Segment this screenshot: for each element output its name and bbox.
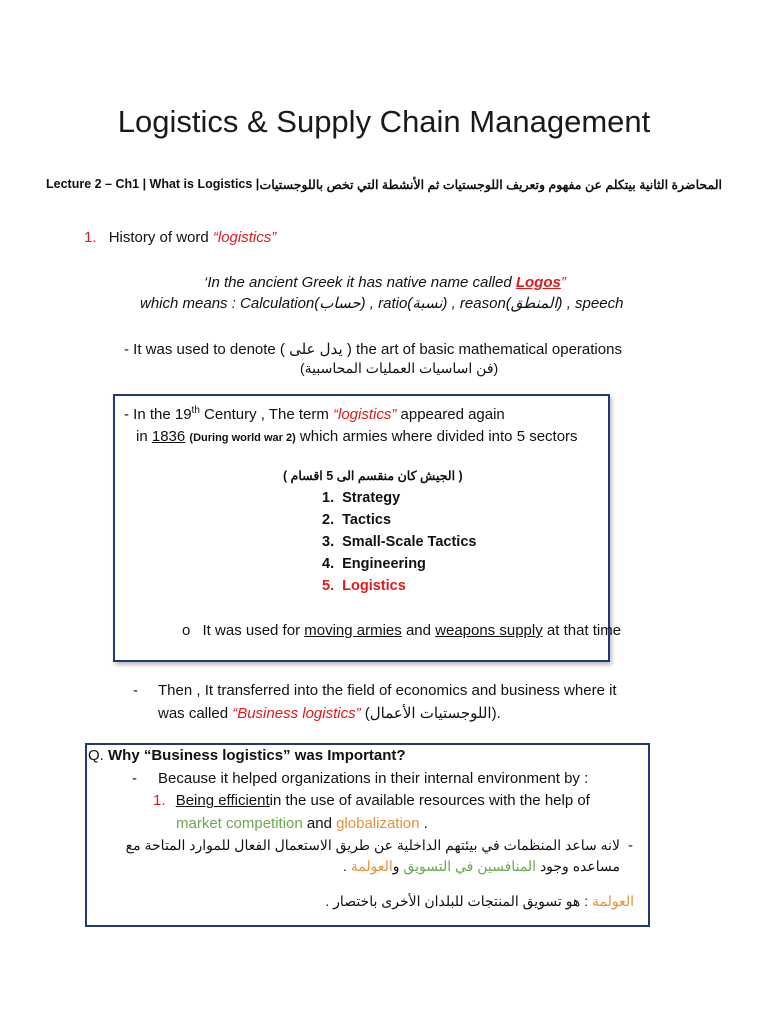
century-mid: Century , The term	[199, 406, 329, 423]
bullet-marker: o	[182, 622, 191, 639]
section-history-heading	[84, 229, 276, 246]
list-item	[322, 490, 400, 506]
sectors-arabic: ( الجيش كان منقسم الى 5 اقسام )	[283, 469, 463, 483]
arabic-line-1: لانه ساعد المنظمات في بيئتهم الداخلية عن طريق الاستعمال الفعال للموارد المتاحة مع	[125, 837, 620, 853]
definition-text: : هو تسويق المنتجات للبلدان الأخرى باختصار .	[325, 893, 589, 909]
arabic-line-2	[343, 858, 620, 875]
list-text: Small-Scale Tactics	[342, 534, 477, 550]
end-dot: .	[423, 815, 428, 832]
efficient-underlined: Being efficient	[175, 792, 270, 809]
page-title: Logistics & Supply Chain Management	[117, 104, 651, 139]
armies-post: at that time	[546, 622, 622, 639]
greek-text: ‘In the ancient Greek it has native name called	[204, 274, 512, 291]
century-sup: th	[191, 405, 200, 416]
question-text: Why “Business logistics” was Important?	[108, 747, 406, 764]
list-number: 1.	[322, 490, 335, 506]
year-line	[136, 428, 578, 445]
logos-word: Logos	[515, 274, 561, 291]
weapons-underlined: weapons supply	[435, 622, 543, 639]
globalization: globalization	[336, 815, 420, 832]
year-post: which armies where divided into 5 sectors	[299, 428, 578, 445]
arabic-end: .	[342, 858, 347, 874]
list-number: 3.	[322, 534, 335, 550]
section-label: History of word	[108, 229, 209, 246]
then-line-1: Then , It transferred into the field of economics and business where it	[158, 682, 617, 699]
efficient-line	[153, 792, 590, 809]
question-marker: Q.	[88, 747, 104, 764]
question-line	[88, 747, 406, 764]
because-dash: -	[132, 770, 137, 787]
list-item	[322, 556, 426, 572]
market-competition: market competition	[176, 815, 303, 832]
arabic-globalization: العولمة	[350, 858, 393, 874]
year-value: 1836	[151, 428, 186, 445]
section-number: 1.	[84, 229, 97, 246]
arabic-pre: مساعده وجود	[539, 858, 620, 874]
list-number: 4.	[322, 556, 335, 572]
greek-line-2: which means : Calculation(حساب) , ratio(نسبة) , reason(المنطق) , speech	[140, 295, 624, 312]
denote-pre: - It was used to denote (	[124, 341, 285, 358]
denote-line	[124, 340, 622, 358]
because-line: Because it helped organizations in their internal environment by :	[158, 770, 589, 787]
armies-underlined: moving armies	[304, 622, 402, 639]
denote-arabic: يدل على	[289, 341, 343, 358]
century-line	[124, 405, 505, 423]
lecture-label: Lecture 2 – Ch1 | What is Logistics |	[46, 177, 260, 191]
arabic-and: و	[392, 858, 400, 874]
and-word: and	[306, 815, 332, 832]
arabic-competition: المنافسين في التسويق	[403, 858, 537, 874]
century-term: “logistics”	[333, 406, 397, 423]
armies-line	[182, 622, 621, 639]
then-term: “Business logistics”	[232, 705, 361, 722]
list-item	[322, 578, 406, 594]
list-text: Logistics	[342, 578, 406, 594]
greek-line-1	[204, 274, 566, 291]
denote-arabic-line: (فن اساسيات العمليات المحاسبية)	[300, 360, 499, 376]
section-term: “logistics”	[212, 229, 277, 246]
list-text: Strategy	[342, 490, 401, 506]
efficient-post: in the use of available resources with the help of	[269, 792, 590, 809]
year-note: (During world war 2)	[189, 432, 296, 444]
competition-line	[176, 815, 428, 832]
denote-post: ) the art of basic mathematical operations	[346, 341, 622, 358]
list-text: Engineering	[342, 556, 426, 572]
efficient-number: 1.	[153, 792, 166, 809]
century-pre: - In the 19	[124, 406, 192, 423]
year-pre: in	[136, 428, 148, 445]
greek-quote: ”	[560, 274, 566, 291]
arabic-dash: -	[628, 837, 633, 854]
list-item	[322, 534, 476, 550]
list-number: 5.	[322, 578, 335, 594]
then-arabic: (اللوجستيات الأعمال).	[364, 705, 501, 722]
list-number: 2.	[322, 512, 335, 528]
then-pre: was called	[158, 705, 229, 722]
century-post: appeared again	[400, 406, 505, 423]
then-dash: -	[133, 682, 138, 699]
definition-term: العولمة	[591, 893, 634, 909]
list-text: Tactics	[342, 512, 392, 528]
lecture-line	[46, 177, 722, 192]
lecture-arabic: المحاضرة الثانية بيتكلم عن مفهوم وتعريف اللوجستيات ثم الأنشطة التي تخص باللوجستيات	[259, 178, 722, 192]
arabic-definition	[325, 893, 634, 910]
armies-mid: and	[405, 622, 431, 639]
then-line-2	[158, 704, 501, 722]
list-item	[322, 512, 391, 528]
armies-pre: It was used for	[202, 622, 301, 639]
